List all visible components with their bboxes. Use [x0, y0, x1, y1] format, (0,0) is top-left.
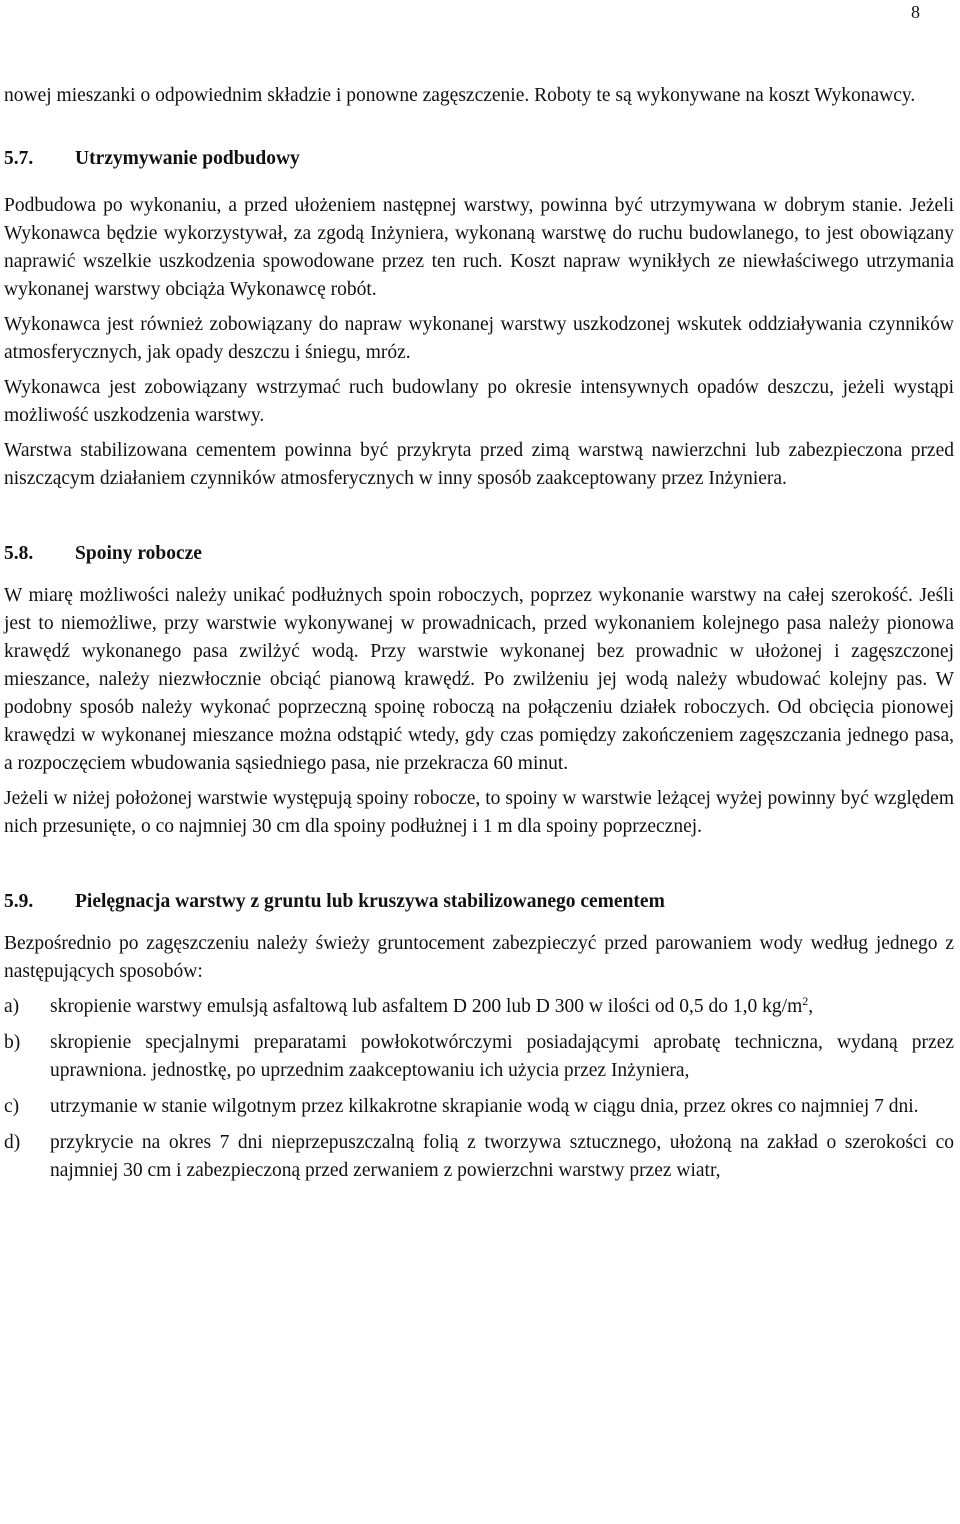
intro-paragraph: nowej mieszanki o odpowiednim składzie i ponowne zagęszczenie. Roboty te są wykonywane na koszt Wykonawcy. — [4, 85, 916, 106]
paragraph: Warstwa stabilizowana cementem powinna być przykryta przed zimą warstwą nawierzchni lub zabezpieczona przed niszczącym działaniem czynników atmosferycznych w inny sposób zaakceptowany przez Inżyniera. — [4, 440, 954, 489]
list-letter: c) — [4, 1096, 20, 1117]
list-letter: d) — [4, 1132, 21, 1153]
document-body — [4, 82, 954, 1193]
list-item — [4, 993, 954, 1021]
section-title: Utrzymywanie podbudowy — [75, 148, 300, 169]
paragraph: Jeżeli w niżej położonej warstwie występują spoiny robocze, to spoiny w warstwie leżącej wyżej powinny być względem nich przesunięte, o co najmniej 30 cm dla spoiny podłużnej i 1 m dla spoiny poprzecznej. — [4, 788, 954, 837]
section-number: 5.7. — [4, 148, 34, 169]
paragraph: W miarę możliwości należy unikać podłużnych spoin roboczych, poprzez wykonanie warstwy na całej szerokość. Jeśli jest to niemożliwe, przy warstwie wykonywanej w prowadnicach, przed wykonaniem kolejnego pasa należy pionowa krawędź wykonanego pasa zwilżyć wodą. Przy warstwie wykonanej bez prowadnic w ułożonej i zagęszczonej mieszance, należy niezwłocznie obciąć pianową krawędź. Po zwilżeniu jej wodą należy wbudować kolejny pas. W podobny sposób należy wykonać poprzeczną spoinę roboczą na połączeniu działek roboczych. Od obcięcia pionowej krawędzi w wykonanej mieszance można odstąpić wtedy, gdy czas pomiędzy zakończeniem zagęszczania jednego pasa, a rozpoczęciem wbudowania sąsiedniego pasa, nie przekracza 60 minut. — [4, 585, 954, 774]
paragraph: Podbudowa po wykonaniu, a przed ułożeniem następnej warstwy, powinna być utrzymywana w dobrym stanie. Jeżeli Wykonawca będzie wykorzystywał, za zgodą Inżyniera, wykonaną warstwę do ruchu budowlanego, to jest obowiązany naprawić wszelkie uszkodzenia spowodowane przez ten ruch. Koszt napraw wynikłych ze niewłaściwego utrzymania wykonanej warstwy obciąża Wykonawcę robót. — [4, 195, 954, 300]
section-title: Spoiny robocze — [75, 543, 202, 564]
section-number: 5.8. — [4, 543, 34, 564]
paragraph: Wykonawca jest również zobowiązany do napraw wykonanej warstwy uszkodzonej wskutek oddziaływania czynników atmosferycznych, jak opady deszczu i śniegu, mróz. — [4, 314, 954, 363]
list-text: skropienie specjalnymi preparatami powłokotwórczymi posiadającymi aprobatę techniczna, wydaną przez uprawniona. jednostkę, po uprzednim zaakceptowaniu ich użycia przez Inżyniera, — [50, 1032, 954, 1081]
list-item — [4, 1129, 954, 1185]
section-number: 5.9. — [4, 891, 34, 912]
list-text: utrzymanie w stanie wilgotnym przez kilkakrotne skrapianie wodą w ciągu dnia, przez okres co najmniej 7 dni. — [50, 1096, 919, 1117]
list-text-suffix: , — [808, 996, 814, 1017]
section-heading-5-9 — [4, 888, 954, 916]
section-title: Pielęgnacja warstwy z gruntu lub kruszywa stabilizowanego cementem — [75, 891, 665, 912]
list-text: przykrycie na okres 7 dni nieprzepuszczalną folią z tworzywa sztucznego, ułożoną na zakład o szerokości co najmniej 30 cm i zabezpieczoną przed zerwaniem z powierzchni warstwy przez wiatr, — [50, 1132, 954, 1181]
section-heading-5-8 — [4, 540, 954, 568]
page-number: 8 — [911, 2, 920, 22]
list-letter: b) — [4, 1032, 21, 1053]
section-heading-5-7 — [4, 145, 954, 173]
paragraph: Bezpośrednio po zagęszczeniu należy świeży gruntocement zabezpieczyć przed parowaniem wody według jednego z następujących sposobów: — [4, 933, 954, 982]
list-item — [4, 1029, 954, 1085]
superscript: 2 — [802, 994, 809, 1008]
list-letter: a) — [4, 996, 20, 1017]
paragraph: Wykonawca jest zobowiązany wstrzymać ruch budowlany po okresie intensywnych opadów deszczu, jeżeli wystąpi możliwość uszkodzenia warstwy. — [4, 377, 954, 426]
list-item — [4, 1093, 954, 1121]
list-text — [50, 993, 954, 1021]
list-text-main: skropienie warstwy emulsją asfaltową lub asfaltem D 200 lub D 300 w ilości od 0,5 do 1,0 kg/m — [50, 996, 803, 1017]
